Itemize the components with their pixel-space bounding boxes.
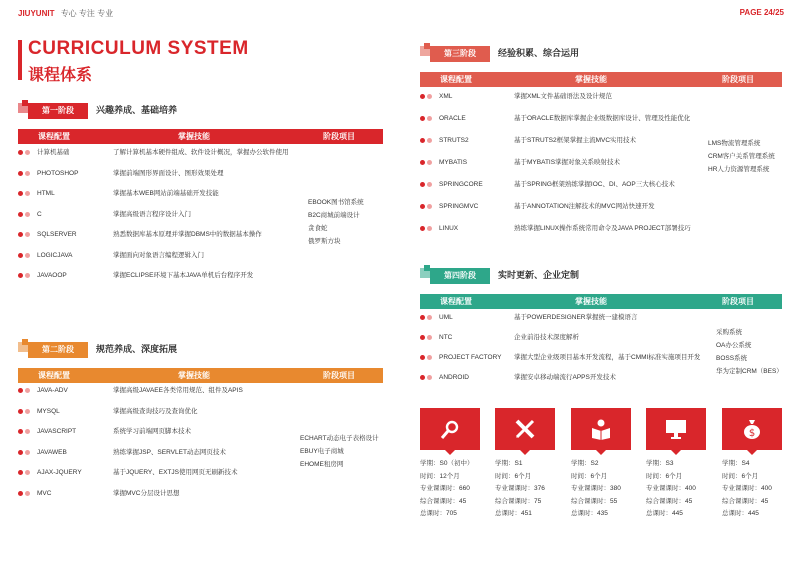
semester-card xyxy=(571,408,631,518)
project-item: BOSS系统 xyxy=(716,355,748,362)
header-course: 课程配置 xyxy=(38,371,70,380)
bullet-dot-light xyxy=(25,232,30,237)
header-skill: 掌握技能 xyxy=(178,371,210,380)
bullet-dot-light xyxy=(25,470,30,475)
bullet-dot-light xyxy=(25,450,30,455)
row-bullet-icon xyxy=(18,388,30,394)
bullet-dot-light xyxy=(25,171,30,176)
header-skill: 掌握技能 xyxy=(575,297,607,306)
semester-info-line: 综合课课时：45 xyxy=(722,497,769,505)
semester-info-line: 时间：6个月 xyxy=(571,472,608,480)
header-skill: 掌握技能 xyxy=(178,132,210,141)
bullet-dot xyxy=(420,315,425,320)
card-pointer xyxy=(671,450,681,455)
table-header xyxy=(420,294,782,309)
semester-icon-box xyxy=(420,408,480,450)
course-skill: 基于ANNOTATION注解技术的MVC网站快速开发 xyxy=(514,203,655,210)
bullet-dot-light xyxy=(25,191,30,196)
bullet-dot xyxy=(420,375,425,380)
bullet-dot-light xyxy=(427,182,432,187)
course-skill: 掌握面向对象语言编程逻辑入门 xyxy=(113,251,204,259)
course-skill: 掌握前端图形界面设计、图形效果处理 xyxy=(113,169,224,177)
header-project: 阶段项目 xyxy=(323,371,355,380)
course-name: UML xyxy=(439,314,453,321)
semester-info-line: 总课时：445 xyxy=(646,510,683,517)
semester-info-line: 综合课课时：45 xyxy=(420,497,467,505)
stage-projects xyxy=(300,432,379,471)
row-bullet-icon xyxy=(420,315,432,321)
bullet-dot xyxy=(18,388,23,393)
row-bullet-icon xyxy=(18,429,30,435)
project-item: 贪食蛇 xyxy=(308,225,328,232)
bullet-dot xyxy=(420,160,425,165)
stage-projects xyxy=(716,326,783,378)
bullet-dot-light xyxy=(25,253,30,258)
header-course: 课程配置 xyxy=(38,132,70,141)
project-item: EBUY电子商城 xyxy=(300,448,344,455)
bullet-dot xyxy=(18,232,23,237)
semester-info-line: 时间：6个月 xyxy=(722,472,759,480)
stage-projects xyxy=(708,137,775,176)
semester-card xyxy=(420,408,480,518)
table-row xyxy=(18,485,383,503)
bullet-dot-light xyxy=(427,138,432,143)
course-name: MVC xyxy=(37,489,52,497)
semester-card xyxy=(495,408,555,518)
course-skill: 掌握基本WEB网站前端基础开发技能 xyxy=(113,190,219,197)
stage-badge-label: 第三阶段 xyxy=(430,46,490,62)
semester-card xyxy=(646,408,706,518)
course-skill: 熟练掌握LINUX操作系统常用命令及JAVA PROJECT部署技巧 xyxy=(514,225,691,232)
row-bullet-icon xyxy=(18,450,30,456)
header-project: 阶段项目 xyxy=(722,297,754,306)
bullet-dot xyxy=(18,191,23,196)
course-name: PHOTOSHOP xyxy=(37,169,79,177)
bullet-dot-light xyxy=(427,226,432,231)
row-bullet-icon xyxy=(18,212,30,218)
course-name: STRUTS2 xyxy=(439,137,469,144)
bullet-dot xyxy=(420,355,425,360)
project-item: EHOME租房网 xyxy=(300,461,344,468)
bullet-dot xyxy=(420,335,425,340)
bullet-dot-light xyxy=(427,94,432,99)
row-bullet-icon xyxy=(18,470,30,476)
semester-info-line: 总课时：705 xyxy=(420,510,457,517)
stage-header xyxy=(18,100,383,122)
stage-header xyxy=(18,339,383,361)
svg-text:$: $ xyxy=(748,428,756,439)
semester-icon-box xyxy=(722,408,782,450)
table-row xyxy=(420,198,782,216)
stage-header xyxy=(420,43,782,65)
card-pointer xyxy=(596,450,606,455)
bullet-dot-light xyxy=(427,315,432,320)
stage-subtitle: 规范养成、深度拓展 xyxy=(96,344,178,354)
course-name: ORACLE xyxy=(439,115,466,122)
title-chinese: 课程体系 xyxy=(28,67,93,84)
course-name: 计算机基础 xyxy=(37,149,70,156)
row-bullet-icon xyxy=(420,375,432,381)
project-item: EBOOK图书馆系统 xyxy=(308,199,364,206)
project-item: B2C商城前端设计 xyxy=(308,212,360,219)
row-bullet-icon xyxy=(420,138,432,144)
semester-info-line: 学期：S3 xyxy=(646,460,674,467)
project-item: 华为定制CRM（BES） xyxy=(716,368,783,375)
bullet-dot xyxy=(18,429,23,434)
bullet-dot xyxy=(18,409,23,414)
table-row xyxy=(18,165,383,183)
course-skill: 掌握XML文件基础语法及设计规范 xyxy=(514,93,612,100)
header-course: 课程配置 xyxy=(440,75,472,84)
bullet-dot-light xyxy=(25,273,30,278)
row-bullet-icon xyxy=(420,335,432,341)
bullet-dot xyxy=(18,273,23,278)
bullet-dot xyxy=(420,204,425,209)
table-header xyxy=(420,72,782,87)
stage-badge-label: 第四阶段 xyxy=(430,268,490,284)
semester-info-line: 专业课课时：380 xyxy=(571,485,621,492)
bullet-dot-light xyxy=(427,355,432,360)
course-name: LOGICJAVA xyxy=(37,251,73,259)
course-name: SQLSERVER xyxy=(37,231,77,238)
row-bullet-icon xyxy=(420,355,432,361)
semester-info-line: 学期：S0（初中） xyxy=(420,460,474,467)
project-item: HR人力资源管理系统 xyxy=(708,166,770,173)
bullet-dot xyxy=(18,470,23,475)
course-skill: 基于MYBATIS掌握对象关系映射技术 xyxy=(514,159,621,166)
bullet-dot xyxy=(18,491,23,496)
course-name: AJAX-JQUERY xyxy=(37,469,82,476)
course-skill: 掌握ECLIPSE环境下基本JAVA单机后台程序开发 xyxy=(113,272,254,279)
semester-info-line: 综合课课时：55 xyxy=(571,497,618,505)
card-pointer xyxy=(747,450,757,455)
row-bullet-icon xyxy=(420,94,432,100)
row-bullet-icon xyxy=(420,116,432,122)
semester-info-line: 专业课课时：400 xyxy=(646,485,696,492)
bullet-dot xyxy=(420,116,425,121)
semester-info-line: 时间：6个月 xyxy=(495,472,532,480)
semester-info-line: 总课时：445 xyxy=(722,510,759,517)
table-header xyxy=(18,129,383,144)
course-skill: 基于JQUERY、EXTJS使用网页无刷新技术 xyxy=(113,469,238,476)
course-name: SPRINGMVC xyxy=(439,203,479,210)
brand-name: JIUYUNIT xyxy=(18,9,55,18)
row-bullet-icon xyxy=(420,182,432,188)
bullet-dot-light xyxy=(427,160,432,165)
semester-info xyxy=(420,458,473,521)
course-name: LINUX xyxy=(439,225,459,232)
table-row xyxy=(18,144,383,162)
project-item: OA办公系统 xyxy=(716,342,752,349)
table-row xyxy=(18,382,383,400)
course-name: MYBATIS xyxy=(439,159,468,166)
table-row xyxy=(18,247,383,265)
row-bullet-icon xyxy=(18,191,30,197)
row-bullet-icon xyxy=(420,160,432,166)
bullet-dot-light xyxy=(427,204,432,209)
semester-info-line: 专业课课时：400 xyxy=(722,485,772,492)
card-pointer xyxy=(520,450,530,455)
brand-slogan: 专心 专注 专业 xyxy=(60,9,114,18)
stage-badge-label: 第二阶段 xyxy=(28,342,88,358)
table-row xyxy=(18,403,383,421)
table-row xyxy=(18,267,383,285)
course-skill: 掌握安卓移动端流行APPS开发技术 xyxy=(514,374,616,381)
course-skill: 掌握高级JAVAEE各类常用规范、组件及APIS xyxy=(113,387,243,394)
course-name: ANDROID xyxy=(439,374,469,381)
title-accent-bar xyxy=(18,40,22,80)
row-bullet-icon xyxy=(18,232,30,238)
bullet-dot-light xyxy=(25,429,30,434)
semester-info-line: 学期：S4 xyxy=(722,460,750,467)
semester-info-line: 总课时：435 xyxy=(571,510,608,517)
semester-info-line: 专业课课时：660 xyxy=(420,485,470,492)
course-name: C xyxy=(37,210,42,218)
course-name: JAVAWEB xyxy=(37,448,67,456)
course-name: MYSQL xyxy=(37,407,60,415)
row-bullet-icon xyxy=(18,171,30,177)
course-name: JAVA-ADV xyxy=(37,387,68,394)
course-skill: 了解计算机基本硬件组成、软件设计概况，掌握办公软件使用 xyxy=(113,149,289,156)
course-skill: 掌握MVC分层设计思想 xyxy=(113,489,180,497)
course-skill: 企业前沿技术深度解析 xyxy=(514,334,579,341)
bullet-dot-light xyxy=(25,212,30,217)
page-number: PAGE 24/25 xyxy=(739,8,784,17)
bullet-dot-light xyxy=(25,150,30,155)
semester-icon-box xyxy=(646,408,706,450)
table-row xyxy=(420,176,782,194)
bullet-dot-light xyxy=(427,116,432,121)
course-name: JAVASCRIPT xyxy=(37,428,77,435)
course-skill: 基于STRUTS2框架掌握主流MVC实用技术 xyxy=(514,137,637,144)
course-skill: 掌握大型企业级项目基本开发流程，基于CMMI标准实施项目开发 xyxy=(514,354,701,361)
row-bullet-icon xyxy=(18,253,30,259)
stage-header xyxy=(420,265,782,287)
row-bullet-icon xyxy=(18,409,30,415)
project-item: CRM客户关系管理系统 xyxy=(708,153,775,160)
course-skill: 基于SPRING框架熟练掌握IOC、DI、AOP三大核心技术 xyxy=(514,181,675,188)
stage-subtitle: 实时更新、企业定制 xyxy=(498,270,580,280)
semester-info xyxy=(722,458,772,521)
semester-icon-box xyxy=(495,408,555,450)
project-item: LMS物流管理系统 xyxy=(708,140,761,147)
semester-info-line: 综合课课时：75 xyxy=(495,497,542,505)
bullet-dot-light xyxy=(427,375,432,380)
semester-info-line: 时间：12个月 xyxy=(420,472,460,480)
semester-info xyxy=(571,458,621,521)
header-skill: 掌握技能 xyxy=(575,75,607,84)
bullet-dot-light xyxy=(427,335,432,340)
bullet-dot xyxy=(18,253,23,258)
bullet-dot xyxy=(420,226,425,231)
course-name: XML xyxy=(439,93,453,100)
stage-projects xyxy=(308,196,364,248)
bullet-dot xyxy=(420,94,425,99)
bullet-dot-light xyxy=(25,409,30,414)
course-name: SPRINGCORE xyxy=(439,181,483,188)
course-name: NTC xyxy=(439,334,453,341)
semester-info-line: 学期：S2 xyxy=(571,460,599,467)
card-pointer xyxy=(445,450,455,455)
semester-info-line: 学期：S1 xyxy=(495,460,523,467)
bullet-dot xyxy=(18,150,23,155)
semester-info xyxy=(646,458,696,521)
semester-icon-box xyxy=(571,408,631,450)
semester-card xyxy=(722,408,782,518)
bullet-dot xyxy=(18,171,23,176)
row-bullet-icon xyxy=(420,226,432,232)
stage-subtitle: 兴趣养成、基础培养 xyxy=(96,105,178,115)
course-skill: 掌握高级查询技巧及查询优化 xyxy=(113,407,198,415)
semester-info-line: 专业课课时：376 xyxy=(495,485,545,492)
project-item: ECHART动态电子表格设计 xyxy=(300,435,379,442)
stage-subtitle: 经验积累、综合运用 xyxy=(498,48,580,58)
row-bullet-icon xyxy=(18,273,30,279)
semester-info-line: 时间：6个月 xyxy=(646,472,683,480)
table-row xyxy=(420,110,782,128)
table-row xyxy=(420,88,782,106)
course-skill: 熟悉数据库基本原理并掌握DBMS中的数据基本操作 xyxy=(113,231,262,238)
course-skill: 基于POWERDESIGNER掌握统一建模语言 xyxy=(514,314,638,321)
table-header xyxy=(18,368,383,383)
bullet-dot xyxy=(18,212,23,217)
course-skill: 基于ORACLE数据库掌握企业级数据库设计、管理及性能优化 xyxy=(514,115,691,122)
stage-badge-label: 第一阶段 xyxy=(28,103,88,119)
brand-line xyxy=(18,8,113,19)
row-bullet-icon xyxy=(18,491,30,497)
course-skill: 熟练掌握JSP、SERVLET动态网页技术 xyxy=(113,448,226,456)
semester-info-line: 综合课课时：45 xyxy=(646,497,693,505)
header-project: 阶段项目 xyxy=(323,132,355,141)
project-item: 俄罗斯方块 xyxy=(308,238,341,245)
header-project: 阶段项目 xyxy=(722,75,754,84)
course-skill: 掌握高级语言程序设计入门 xyxy=(113,210,191,218)
bullet-dot-light xyxy=(25,388,30,393)
header-course: 课程配置 xyxy=(440,297,472,306)
row-bullet-icon xyxy=(420,204,432,210)
course-name: HTML xyxy=(37,190,55,197)
bullet-dot xyxy=(18,450,23,455)
table-row xyxy=(420,220,782,238)
bullet-dot xyxy=(420,182,425,187)
course-name: PROJECT FACTORY xyxy=(439,354,502,361)
semester-info xyxy=(495,458,545,521)
bullet-dot xyxy=(420,138,425,143)
bullet-dot-light xyxy=(25,491,30,496)
table-row xyxy=(420,309,782,327)
semester-info-line: 总课时：451 xyxy=(495,510,532,517)
course-name: JAVAOOP xyxy=(37,272,67,279)
title-english: CURRICULUM SYSTEM xyxy=(28,38,249,59)
row-bullet-icon xyxy=(18,150,30,156)
course-skill: 系统学习前端网页脚本技术 xyxy=(113,428,191,435)
project-item: 采购系统 xyxy=(716,329,742,336)
